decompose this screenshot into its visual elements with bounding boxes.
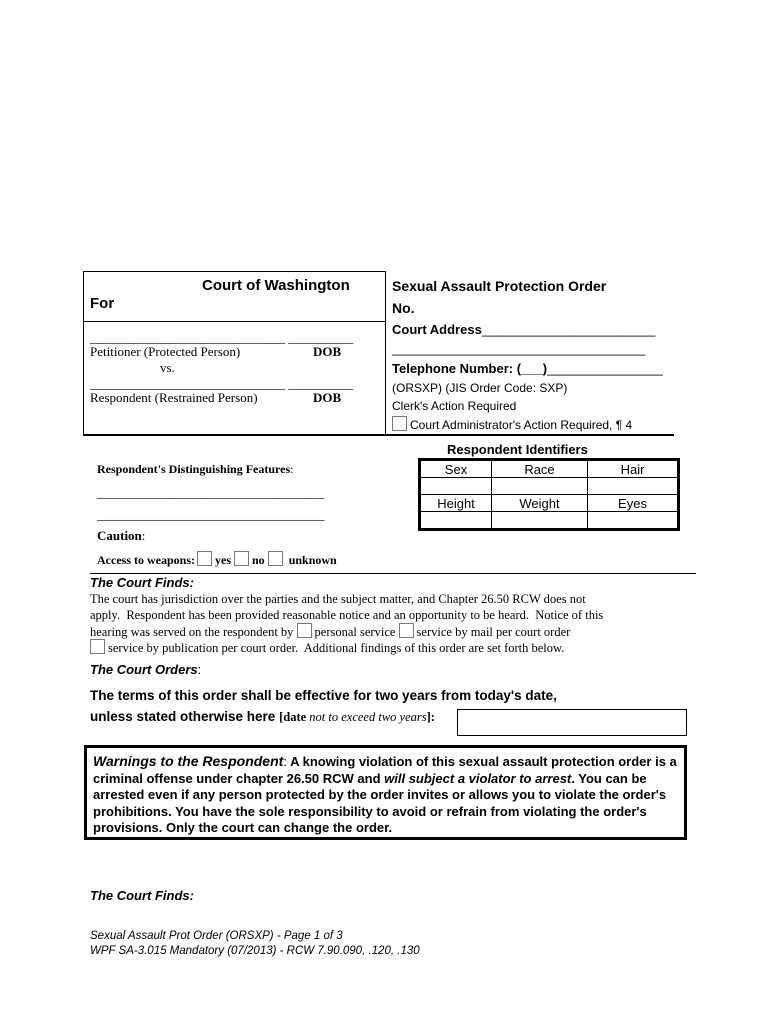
features-label (97, 462, 294, 477)
court-address-label: Court Address (392, 322, 482, 337)
court-orders-heading (90, 662, 201, 677)
terms-line-1: The terms of this order shall be effective for two years from today's date, (90, 688, 557, 703)
caption-divider (83, 321, 385, 322)
footer-line-2: WPF SA-3.015 Mandatory (07/2013) - RCW 7.90.090, .120, .130 (90, 945, 420, 957)
court-finds-line-4 (90, 639, 564, 656)
identifiers-table (420, 460, 678, 529)
weapons-no-checkbox[interactable] (234, 551, 249, 566)
date-bracket-open: [date (279, 710, 307, 724)
caution-label (97, 528, 145, 544)
personal-service-checkbox[interactable] (297, 623, 312, 638)
identifiers-header-row-1 (421, 461, 678, 478)
caution-label-text: Caution (97, 528, 142, 543)
identifiers-header-row-2 (421, 495, 678, 512)
features-line-1[interactable]: ___________________________________ (97, 485, 325, 500)
vs-label: vs. (160, 360, 175, 375)
weight-value[interactable] (492, 512, 588, 529)
court-orders-heading-text: The Court Orders (90, 662, 198, 677)
terms-line-2-text: unless stated otherwise here (90, 709, 276, 724)
hair-value[interactable] (588, 478, 678, 495)
caution-label-colon: : (141, 528, 146, 543)
footer-line-1: Sexual Assault Prot Order (ORSXP) - Page 1 of 3 (90, 930, 343, 942)
court-admin-action-row (392, 416, 632, 432)
personal-service-label: personal service (314, 625, 396, 639)
warnings-text-1: A knowing violation of this sexual assault protection order is a criminal offense under chapter 26.50 RCW and (93, 754, 677, 786)
for-label: For (90, 295, 115, 312)
warnings-heading: Warnings to the Respondent (93, 753, 284, 769)
court-title: Court of Washington (202, 277, 350, 294)
sex-header: Sex (421, 461, 492, 478)
order-code: (ORSXP) (JIS Order Code: SXP) (392, 381, 568, 395)
warnings-emphasis: will subject a violator to arrest (384, 770, 572, 786)
findings-separator (90, 573, 696, 574)
telephone (392, 361, 663, 376)
publication-service-checkbox[interactable] (90, 639, 105, 654)
race-value[interactable] (492, 478, 588, 495)
court-address-line-2: ___________________________________ (392, 341, 646, 356)
weight-header: Weight (492, 495, 588, 512)
sex-value[interactable] (421, 478, 492, 495)
weapons-row (97, 551, 337, 568)
petitioner-line: ______________________________ __________ (90, 330, 354, 345)
weapons-unknown-checkbox[interactable] (268, 551, 283, 566)
court-admin-checkbox[interactable] (392, 416, 407, 431)
petitioner-dob-label: DOB (313, 344, 342, 359)
hair-header: Hair (588, 461, 678, 478)
mail-service-checkbox[interactable] (399, 623, 414, 638)
court-finds-heading: The Court Finds: (90, 575, 194, 590)
respondent-dob-label: DOB (313, 390, 342, 405)
weapons-label: Access to weapons: (97, 553, 195, 567)
court-finds-line-2: apply. Respondent has been provided reasonable notice and an opportunity to be heard. Notice of this (90, 608, 604, 622)
court-orders-heading-colon: : (197, 662, 202, 677)
weapons-yes-checkbox[interactable] (197, 551, 212, 566)
court-address-line: ________________________ (481, 322, 656, 337)
court-finds-heading-2: The Court Finds: (90, 888, 194, 903)
telephone-paren: ___) (521, 361, 548, 376)
height-value[interactable] (421, 512, 492, 529)
order-title: Sexual Assault Protection Order (392, 278, 607, 294)
expiration-date-field[interactable] (457, 709, 687, 736)
identifiers-value-row-2 (421, 512, 678, 529)
publication-service-label: service by publication per court order. Additional findings of this order are set forth below. (108, 641, 565, 655)
warnings-text-2: . You can be arrested even if any person protected by the order invites or allows you to violate the order's prohibitions. You have the sole responsibility to avoid or refrain from violating the order's provisions. Only the court can change the order. (93, 770, 667, 835)
terms-line-2 (90, 709, 435, 725)
court-finds-line-1: The court has jurisdiction over the parties and the subject matter, and Chapter 26.50 RCW does not (90, 592, 586, 606)
features-label-text: Respondent's Distinguishing Features (97, 462, 291, 476)
telephone-line: ________________ (547, 361, 663, 376)
telephone-label: Telephone Number: ( (392, 361, 522, 376)
case-number-label: No. (392, 300, 415, 316)
weapons-yes-label: yes (215, 553, 231, 567)
weapons-unknown-label: unknown (288, 553, 337, 567)
mail-service-label: service by mail per court order (416, 625, 571, 639)
respondent-line: ______________________________ __________ (90, 376, 354, 391)
warnings-box (84, 745, 687, 840)
court-admin-action-label: Court Administrator's Action Required, ¶ 4 (410, 418, 633, 432)
service-intro: hearing was served on the respondent by (90, 625, 294, 639)
identifiers-value-row-1 (421, 478, 678, 495)
eyes-header: Eyes (588, 495, 678, 512)
warnings-colon: : (283, 754, 287, 769)
header-separator (83, 434, 674, 436)
race-header: Race (492, 461, 588, 478)
petitioner-label: Petitioner (Protected Person) (90, 344, 241, 359)
court-address (392, 322, 655, 337)
features-label-colon: : (290, 462, 294, 476)
respondent-label: Respondent (Restrained Person) (90, 390, 258, 405)
clerk-action: Clerk's Action Required (392, 399, 517, 413)
date-note: not to exceed two years (306, 710, 427, 724)
identifiers-title: Respondent Identifiers (447, 442, 588, 457)
court-finds-line-3 (90, 623, 570, 640)
height-header: Height (421, 495, 492, 512)
features-line-2[interactable]: ___________________________________ (97, 507, 325, 522)
identifiers-table-wrap (418, 458, 680, 531)
eyes-value[interactable] (588, 512, 678, 529)
date-bracket-close: ]: (426, 710, 435, 724)
weapons-no-label: no (252, 553, 265, 567)
